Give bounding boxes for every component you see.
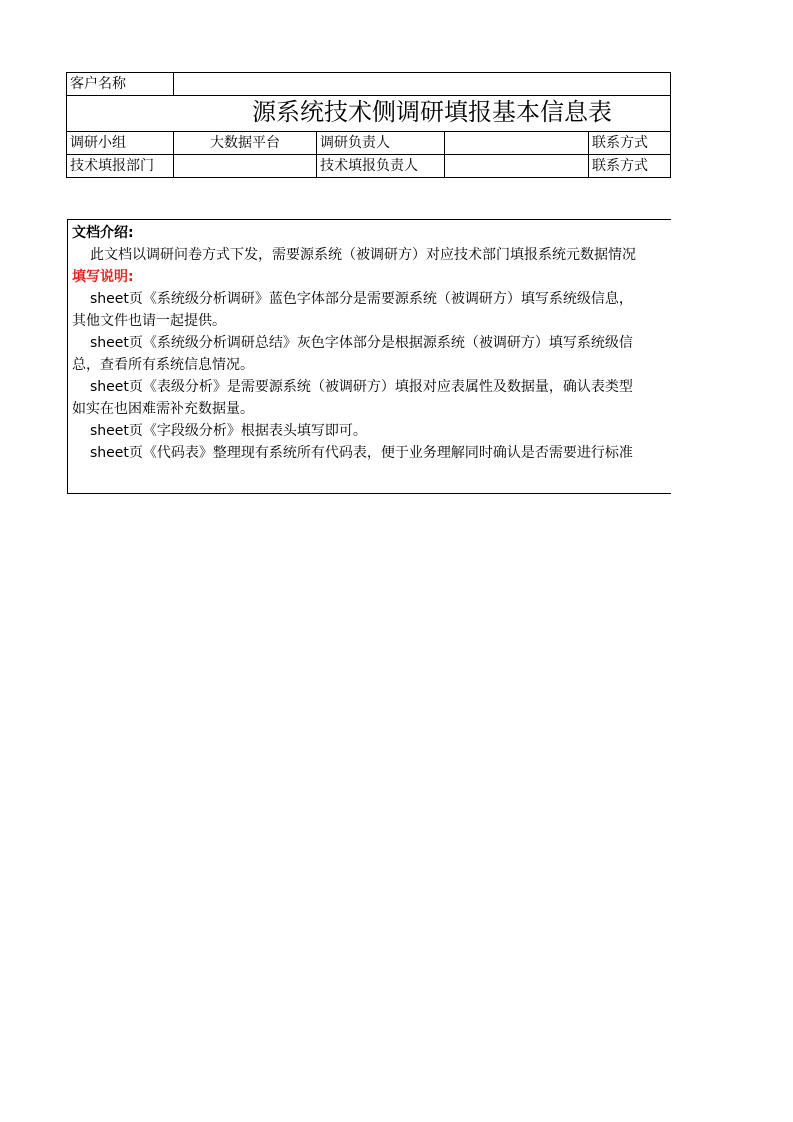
instruction-line: 其他文件也请一起提供。 bbox=[72, 313, 226, 329]
research-team-value[interactable]: 大数据平台 bbox=[210, 135, 280, 151]
col-divider bbox=[173, 72, 174, 96]
document-intro-box bbox=[67, 219, 671, 494]
instruction-line: 总，查看所有系统信息情况。 bbox=[72, 357, 254, 373]
research-owner-value[interactable] bbox=[445, 132, 588, 154]
instruction-line: sheet页《字段级分析》根据表头填写即可。 bbox=[90, 423, 367, 439]
research-team-label: 调研小组 bbox=[70, 135, 126, 151]
research-owner-label: 调研负责人 bbox=[320, 135, 390, 151]
col-divider bbox=[316, 131, 317, 178]
intro-text: 此文档以调研问卷方式下发，需要源系统（被调研方）对应技术部门填报系统元数据情况 bbox=[90, 247, 636, 263]
table-left-border bbox=[66, 72, 67, 178]
col-divider bbox=[588, 131, 589, 178]
instruction-line: sheet页《代码表》整理现有系统所有代码表，便于业务理解同时确认是否需要进行标准 bbox=[90, 445, 633, 461]
tech-owner-label: 技术填报负责人 bbox=[320, 158, 418, 174]
instruction-line: sheet页《表级分析》是需要源系统（被调研方）填报对应表属性及数据量，确认表类型 bbox=[90, 379, 633, 395]
contact-label: 联系方式 bbox=[592, 158, 648, 174]
instructions-heading: 填写说明: bbox=[72, 269, 134, 285]
table-right-border bbox=[670, 72, 671, 178]
customer-name-value[interactable] bbox=[177, 73, 667, 95]
tech-dept-value[interactable] bbox=[174, 155, 316, 177]
instruction-line: sheet页《系统级分析调研》蓝色字体部分是需要源系统（被调研方）填写系统级信息， bbox=[90, 291, 633, 307]
intro-heading: 文档介绍: bbox=[72, 225, 134, 241]
page-title: 源系统技术侧调研填报基本信息表 bbox=[252, 98, 612, 126]
tech-owner-value[interactable] bbox=[445, 155, 588, 177]
instruction-line: 如实在也困难需补充数据量。 bbox=[72, 401, 254, 417]
tech-dept-label: 技术填报部门 bbox=[70, 158, 154, 174]
customer-name-label: 客户名称 bbox=[70, 76, 126, 92]
table-bottom-border bbox=[66, 177, 671, 178]
instruction-line: sheet页《系统级分析调研总结》灰色字体部分是根据源系统（被调研方）填写系统级信 bbox=[90, 335, 633, 351]
contact-label: 联系方式 bbox=[592, 135, 648, 151]
